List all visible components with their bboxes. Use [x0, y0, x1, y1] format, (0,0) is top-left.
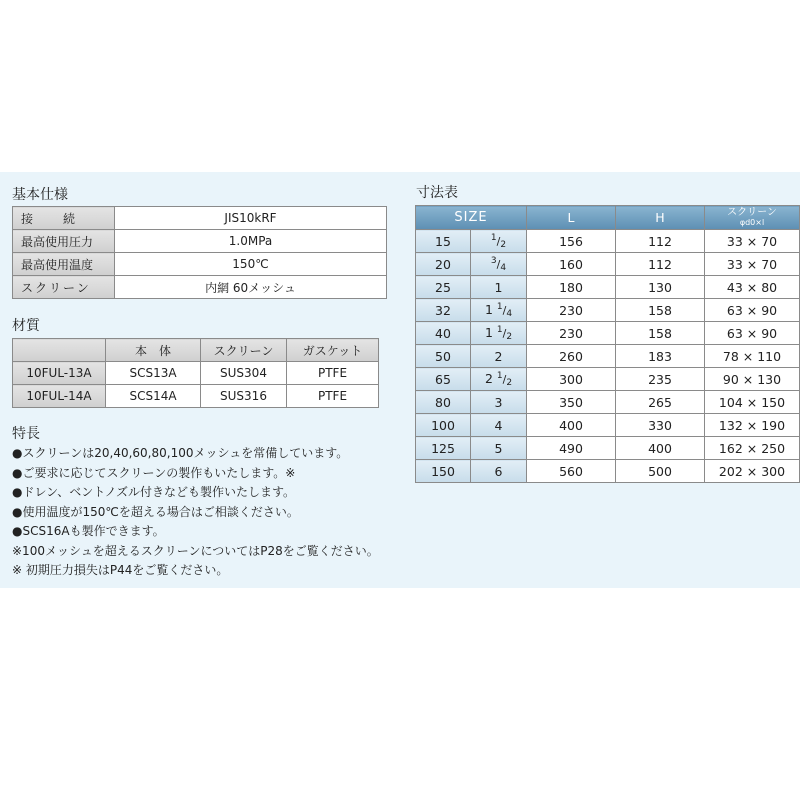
dim-size-inch — [471, 391, 527, 414]
dim-header-screen — [705, 206, 800, 230]
inch-whole: 3 — [494, 394, 503, 410]
material-model: 10FUL-13A — [13, 362, 106, 385]
dim-size-inch — [471, 368, 527, 391]
dim-header-h: H — [616, 206, 705, 230]
dim-l: 300 — [527, 368, 616, 391]
inch-whole: 4 — [494, 417, 503, 433]
spec-value-pressure: 1.0MPa — [115, 230, 387, 253]
dim-screen: 104 × 150 — [705, 391, 800, 414]
dim-l: 490 — [527, 437, 616, 460]
inch-whole: 1 — [484, 324, 493, 340]
material-screen: SUS304 — [201, 362, 287, 385]
list-item: ※ 初期圧力損失はP44をご覧ください。 — [12, 563, 229, 577]
inch-denominator: 2 — [500, 239, 507, 250]
material-gasket: PTFE — [287, 385, 379, 408]
inch-numerator: 1 — [496, 370, 503, 381]
table-row — [416, 460, 800, 483]
inch-fraction-slash: / — [502, 372, 507, 386]
dim-header-screen-label: スクリーン — [727, 206, 777, 218]
dim-size-inch — [471, 253, 527, 276]
table-header-row — [13, 339, 379, 362]
dim-header-size: SIZE — [416, 206, 527, 230]
inch-numerator: 3 — [490, 255, 497, 266]
table-row — [13, 276, 387, 299]
dim-size-inch — [471, 414, 527, 437]
table-row — [416, 322, 800, 345]
dim-l: 230 — [527, 299, 616, 322]
dim-size-inch — [471, 322, 527, 345]
list-item: ●ドレン、ベントノズル付きなども製作いたします。 — [12, 485, 296, 499]
dim-size-inch — [471, 460, 527, 483]
dim-l: 350 — [527, 391, 616, 414]
dim-l: 230 — [527, 322, 616, 345]
table-row — [416, 414, 800, 437]
list-item: ●SCS16Aも製作できます。 — [12, 524, 165, 538]
list-item: ※100メッシュを超えるスクリーンについてはP28をご覧ください。 — [12, 543, 379, 558]
inch-denominator: 2 — [506, 377, 513, 388]
material-header-model — [13, 339, 106, 362]
spec-label-pressure: 最高使用圧力 — [13, 230, 115, 253]
material-model: 10FUL-14A — [13, 385, 106, 408]
dim-l: 156 — [527, 230, 616, 253]
table-row — [13, 362, 379, 385]
dim-l: 260 — [527, 345, 616, 368]
basic-spec-title: 基本仕様 — [12, 187, 68, 203]
table-row — [416, 437, 800, 460]
dim-size-inch — [471, 230, 527, 253]
table-row — [416, 299, 800, 322]
spec-panel — [0, 172, 800, 588]
list-item: ●ご要求に応じてスクリーンの製作もいたします。※ — [12, 465, 296, 480]
material-header-gasket: ガスケット — [287, 339, 379, 362]
features-list — [12, 444, 379, 581]
dim-h: 500 — [616, 460, 705, 483]
spec-label-temperature: 最高使用温度 — [13, 253, 115, 276]
dim-h: 112 — [616, 253, 705, 276]
table-row — [416, 276, 800, 299]
dim-screen: 63 × 90 — [705, 322, 800, 345]
dimensions-body — [416, 230, 800, 483]
inch-whole: 5 — [494, 440, 503, 456]
spec-value-connection: JIS10kRF — [115, 207, 387, 230]
dim-screen: 202 × 300 — [705, 460, 800, 483]
features-title: 特長 — [12, 426, 40, 442]
dim-size-inch — [471, 299, 527, 322]
dim-h: 183 — [616, 345, 705, 368]
material-body: SCS14A — [106, 385, 201, 408]
inch-numerator: 1 — [496, 324, 503, 335]
dim-l: 180 — [527, 276, 616, 299]
material-body: SCS13A — [106, 362, 201, 385]
table-row — [416, 253, 800, 276]
dim-screen: 43 × 80 — [705, 276, 800, 299]
dim-h: 158 — [616, 322, 705, 345]
dim-size-mm: 20 — [416, 253, 471, 276]
dim-screen: 132 × 190 — [705, 414, 800, 437]
dim-screen: 33 × 70 — [705, 230, 800, 253]
dim-h: 330 — [616, 414, 705, 437]
dim-h: 265 — [616, 391, 705, 414]
dim-h: 400 — [616, 437, 705, 460]
table-row — [13, 230, 387, 253]
inch-fraction-slash: / — [496, 257, 501, 271]
dim-size-inch — [471, 437, 527, 460]
dim-screen: 162 × 250 — [705, 437, 800, 460]
dim-h: 235 — [616, 368, 705, 391]
material-header-screen: スクリーン — [201, 339, 287, 362]
dim-h: 158 — [616, 299, 705, 322]
dim-l: 400 — [527, 414, 616, 437]
table-row — [13, 207, 387, 230]
dim-size-mm: 50 — [416, 345, 471, 368]
dim-size-inch — [471, 276, 527, 299]
dimensions-title: 寸法表 — [416, 185, 458, 201]
material-gasket: PTFE — [287, 362, 379, 385]
table-row — [416, 391, 800, 414]
inch-whole: 1 — [494, 279, 503, 295]
dim-size-mm: 25 — [416, 276, 471, 299]
dim-screen: 78 × 110 — [705, 345, 800, 368]
table-row — [416, 345, 800, 368]
dim-size-mm: 40 — [416, 322, 471, 345]
dim-size-mm: 32 — [416, 299, 471, 322]
dim-size-mm: 15 — [416, 230, 471, 253]
inch-fraction-slash: / — [502, 326, 507, 340]
dim-size-mm: 100 — [416, 414, 471, 437]
inch-numerator: 1 — [490, 232, 497, 243]
inch-denominator: 2 — [506, 331, 513, 342]
dim-screen: 90 × 130 — [705, 368, 800, 391]
table-row — [13, 253, 387, 276]
dim-header-screen-sub: φd0×l — [739, 217, 765, 227]
inch-denominator: 4 — [500, 262, 507, 273]
inch-whole: 1 — [484, 301, 493, 317]
dim-l: 160 — [527, 253, 616, 276]
inch-numerator: 1 — [496, 301, 503, 312]
spec-value-temperature: 150℃ — [115, 253, 387, 276]
dim-h: 130 — [616, 276, 705, 299]
material-screen: SUS316 — [201, 385, 287, 408]
material-header-body: 本 体 — [106, 339, 201, 362]
inch-whole: 2 — [484, 370, 493, 386]
spec-label-screen: スクリーン — [13, 276, 115, 299]
dim-header-l: L — [527, 206, 616, 230]
inch-denominator: 4 — [506, 308, 513, 319]
list-item: ●スクリーンは20,40,60,80,100メッシュを常備しています。 — [12, 446, 349, 460]
dim-screen: 63 × 90 — [705, 299, 800, 322]
dim-size-mm: 80 — [416, 391, 471, 414]
dim-l: 560 — [527, 460, 616, 483]
inch-whole: 2 — [494, 348, 503, 364]
material-title: 材質 — [12, 318, 40, 334]
dimensions-table — [415, 205, 800, 483]
spec-label-connection: 接 続 — [13, 207, 115, 230]
spec-value-screen: 内網 60メッシュ — [115, 276, 387, 299]
dim-size-mm: 150 — [416, 460, 471, 483]
dim-screen: 33 × 70 — [705, 253, 800, 276]
material-table — [12, 338, 379, 408]
table-header-row — [416, 206, 800, 230]
inch-fraction-slash: / — [502, 303, 507, 317]
dim-size-mm: 125 — [416, 437, 471, 460]
inch-fraction-slash: / — [496, 234, 501, 248]
basic-spec-table — [12, 206, 387, 299]
list-item: ●使用温度が150℃を超える場合はご相談ください。 — [12, 504, 299, 519]
dim-size-mm: 65 — [416, 368, 471, 391]
dim-h: 112 — [616, 230, 705, 253]
table-row — [13, 385, 379, 408]
dim-size-inch — [471, 345, 527, 368]
table-row — [416, 368, 800, 391]
inch-whole: 6 — [494, 463, 503, 479]
table-row — [416, 230, 800, 253]
